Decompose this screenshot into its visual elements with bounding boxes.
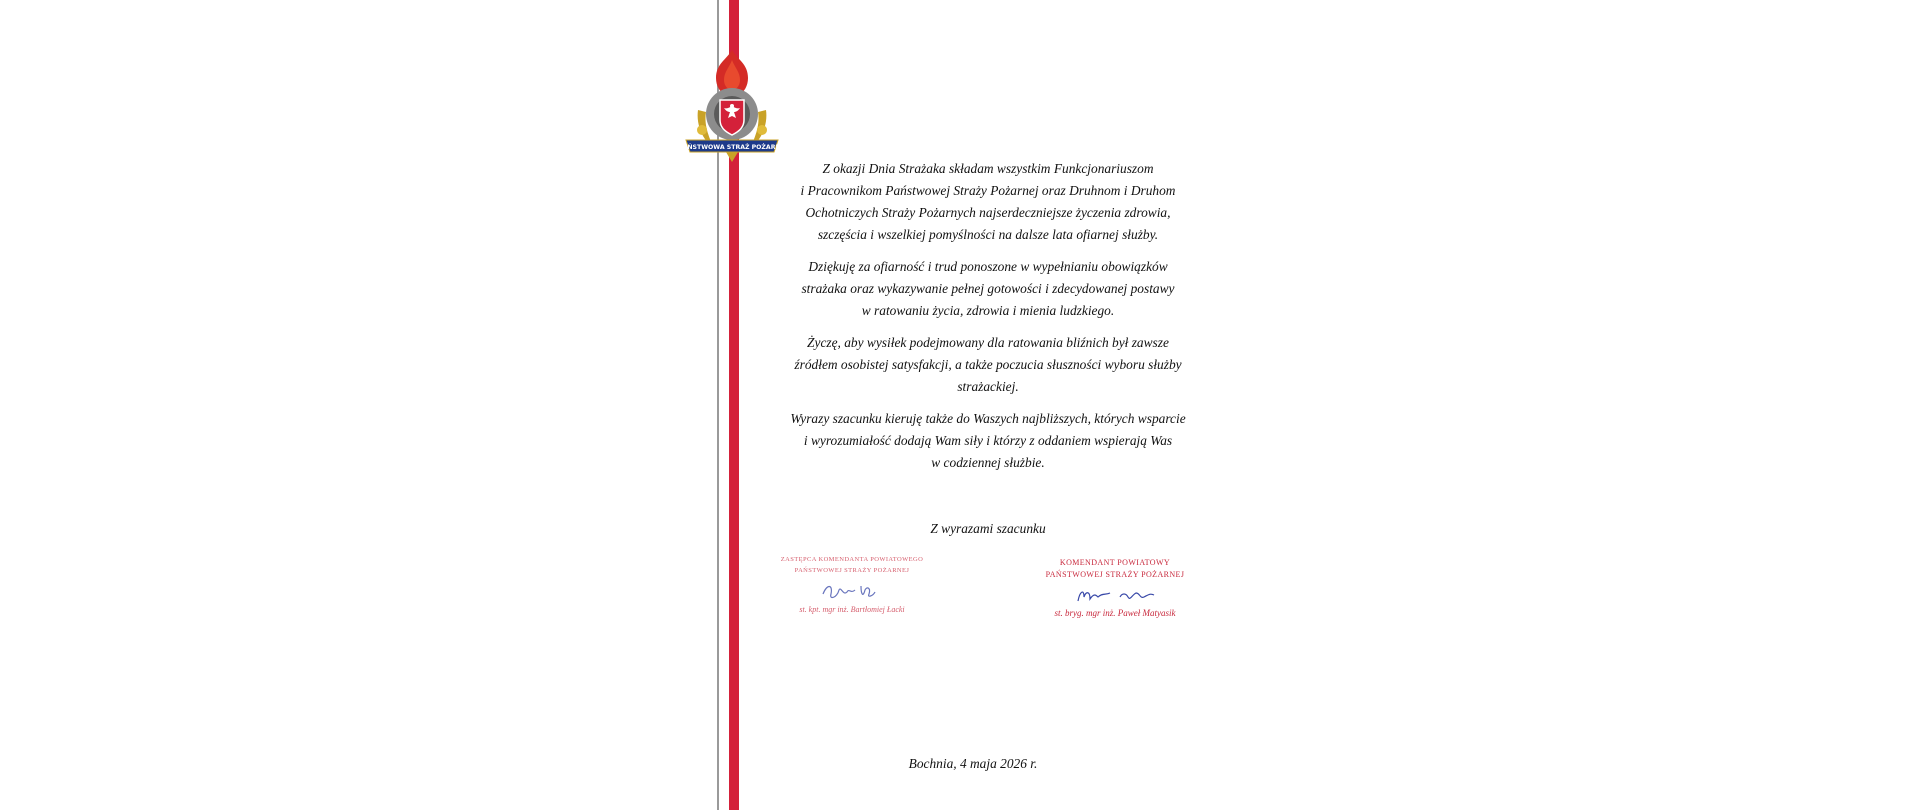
signature-title-line: PAŃSTWOWEJ STRAŻY POŻARNEJ xyxy=(1045,570,1185,579)
text-line: i Pracownikom Państwowej Straży Pożarnej oraz Druhnom i Druhom xyxy=(800,183,1176,198)
signature-block-right xyxy=(1020,557,1210,619)
paragraph-4 xyxy=(748,408,1228,474)
handwritten-signature-right-icon xyxy=(1070,585,1160,605)
emblem-banner-text: PAŃSTWOWA STRAŻ POŻARNA xyxy=(678,144,786,151)
text-line: strażaka oraz wykazywanie pełnej gotowości i zdecydowanej postawy xyxy=(801,281,1175,296)
text-line: szczęścia i wszelkiej pomyślności na dalsze lata ofiarnej służby. xyxy=(817,227,1159,242)
handwritten-signature-left-icon xyxy=(817,580,887,602)
signature-name: st. bryg. mgr inż. Paweł Matyasik xyxy=(1054,608,1176,618)
text-line: i wyrozumiałość dodają Wam siły i którzy z oddaniem wspierają Was xyxy=(803,433,1173,448)
closing-text: Z wyrazami szacunku xyxy=(930,521,1046,536)
fire-service-emblem-icon xyxy=(678,48,786,166)
letter-body xyxy=(748,158,1228,484)
text-line: w codziennej służbie. xyxy=(931,455,1045,470)
signature-title-line: KOMENDANT POWIATOWY xyxy=(1059,558,1171,567)
signature-title-line: ZASTĘPCA KOMENDANTA POWIATOWEGO xyxy=(780,556,924,563)
paragraph-3 xyxy=(748,332,1228,398)
text-line: w ratowaniu życia, zdrowia i mienia ludzkiego. xyxy=(861,303,1115,318)
signature-block-left xyxy=(762,554,942,616)
text-line: Ochotniczych Straży Pożarnych najserdeczniejsze życzenia zdrowia, xyxy=(805,205,1171,220)
text-line: Wyrazy szacunku kieruję także do Waszych najbliższych, których wsparcie xyxy=(790,411,1186,426)
signature-name: st. kpt. mgr inż. Bartłomiej Łacki xyxy=(799,605,905,614)
text-line: strażackiej. xyxy=(957,379,1019,394)
text-line: Życzę, aby wysiłek podejmowany dla ratowania bliźnich był zawsze xyxy=(807,335,1169,350)
text-line: Z okazji Dnia Strażaka składam wszystkim Funkcjonariuszom xyxy=(822,161,1154,176)
document-date: Bochnia, 4 maja 2026 r. xyxy=(908,756,1038,771)
text-line: źródłem osobistej satysfakcji, a także poczucia słuszności wyboru służby xyxy=(794,357,1182,372)
paragraph-2 xyxy=(748,256,1228,322)
paragraph-1 xyxy=(748,158,1228,246)
signature-title-line: PAŃSTWOWEJ STRAŻY POŻARNEJ xyxy=(794,567,910,574)
text-line: Dziękuję za ofiarność i trud ponoszone w wypełnianiu obowiązków xyxy=(808,259,1168,274)
